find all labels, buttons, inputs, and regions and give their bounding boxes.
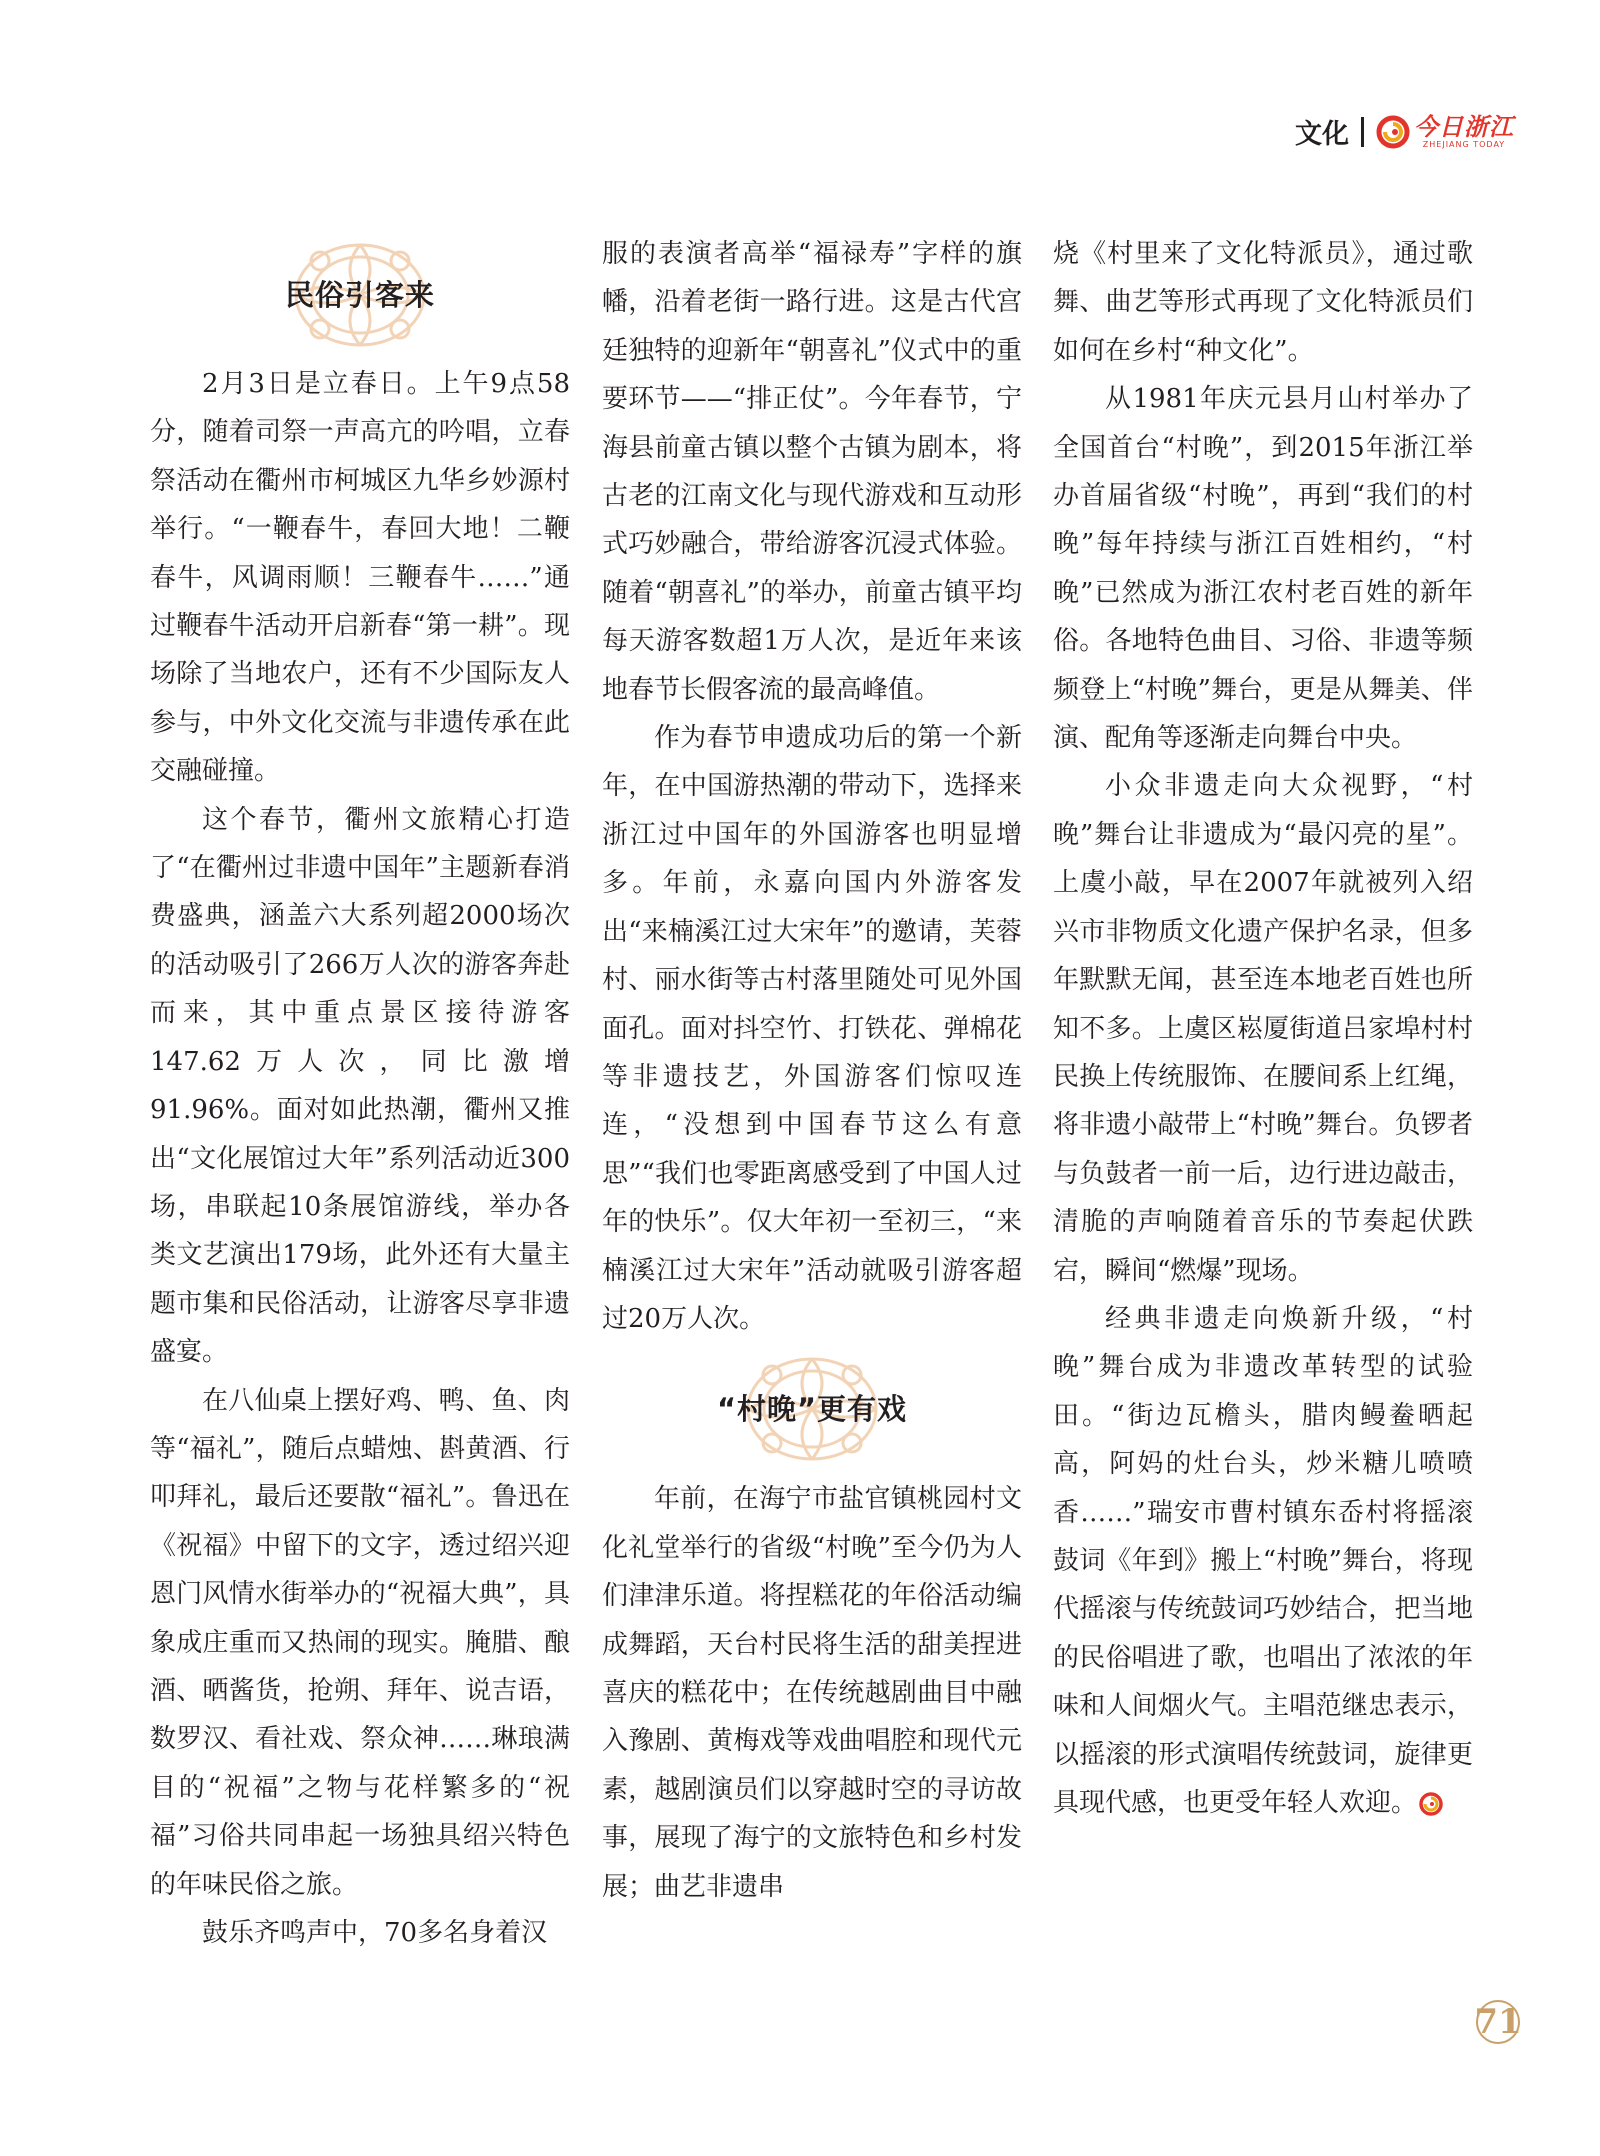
paragraph: 在八仙桌上摆好鸡、鸭、鱼、肉等“福礼”，随后点蜡烛、斟黄酒、行叩拜礼，最后还要散“福礼”。鲁迅在《祝福》中留下的文字，透过绍兴迎恩门风情水街举办的“祝福大典”，具象成庄重而又热闹的现实。腌腊、酿酒、晒酱货，抢朔、拜年、说吉语，数罗汉、看社戏、祭众神……琳琅满目的“祝福”之物与花样繁多的“祝福”习俗共同串起一场独具绍兴特色的年味民俗之旅。: [150, 1385, 570, 1900]
paragraph: 服的表演者高举“福禄寿”字样的旗幡，沿着老街一路行进。这是古代宫廷独特的迎新年“朝喜礼”仪式中的重要环节——“排正仗”。今年春节，宁海县前童古镇以整个古镇为剧本，将古老的江南文化与现代游戏和互动形式巧妙融合，带给游客沉浸式体验。随着“朝喜礼”的举办，前童古镇平均每天游客数超1万人次，是近年来该地春节长假客流的最高峰值。: [602, 239, 1022, 705]
paragraph: [1053, 1295, 1473, 1827]
section-label: 文化: [1295, 119, 1349, 150]
article-column-1: [150, 230, 570, 1957]
header-divider: [1361, 117, 1364, 147]
section-heading-1: [150, 230, 570, 360]
paragraph: 小众非遗走向大众视野，“村晚”舞台让非遗成为“最闪亮的星”。上虞小敲，早在2007年就被列入绍兴市非物质文化遗产保护名录，但多年默默无闻，甚至连本地老百姓也所知不多。上虞区崧厦街道吕家埠村村民换上传统服饰、在腰间系上红绳，将非遗小敲带上“村晚”舞台。负锣者与负鼓者一前一后，边行进边敲击，清脆的声响随着音乐的节奏起伏跌宕，瞬间“燃爆”现场。: [1053, 771, 1473, 1286]
paragraph: 年前，在海宁市盐官镇桃园村文化礼堂举行的省级“村晚”至今仍为人们津津乐道。将捏糕花的年俗活动编成舞蹈，天台村民将生活的甜美捏进喜庆的糕花中；在传统越剧曲目中融入豫剧、黄梅戏等戏曲唱腔和现代元素，越剧演员们以穿越时空的寻访故事，展现了海宁的文旅特色和乡村发展；曲艺非遗串: [602, 1484, 1022, 1902]
magazine-logo: [1376, 112, 1514, 149]
article-column-3: [1053, 230, 1473, 1827]
paragraph: 作为春节申遗成功后的第一个新年，在中国游热潮的带动下，选择来浙江过中国年的外国游客也明显增多。年前，永嘉向国内外游客发出“来楠溪江过大宋年”的邀请，芙蓉村、丽水街等古村落里随处可见外国面孔。面对抖空竹、打铁花、弹棉花等非遗技艺，外国游客们惊叹连连，“没想到中国春节这么有意思”“我们也零距离感受到了中国人过年的快乐”。仅大年初一至初三，“来楠溪江过大宋年”活动就吸引游客超过20万人次。: [602, 723, 1022, 1334]
section-heading-2: [602, 1343, 1022, 1475]
paragraph: 这个春节，衢州文旅精心打造了“在衢州过非遗中国年”主题新春消费盛典，涵盖六大系列超2000场次的活动吸引了266万人次的游客奔赴而来，其中重点景区接待游客147.62万人次，同比激增91.96%。面对如此热潮，衢州又推出“文化展馆过大年”系列活动近300场，串联起10条展馆游线，举办各类文艺演出179场，此外还有大量主题市集和民俗活动，让游客尽享非遗盛宴。: [150, 804, 570, 1368]
section-title: “村晚”更有戏: [716, 1392, 908, 1427]
paragraph: 鼓乐齐鸣声中，70多名身着汉: [202, 1918, 548, 1948]
section-title: 民俗引客来: [284, 277, 435, 312]
end-mark-icon: [1419, 1792, 1443, 1816]
logo-english-text: ZHEJIANG TODAY: [1422, 139, 1506, 149]
paragraph: 2月3日是立春日。上午9点58分，随着司祭一声高亢的吟唱，立春祭活动在衢州市柯城区九华乡妙源村举行。“一鞭春牛，春回大地！二鞭春牛，风调雨顺！三鞭春牛……”通过鞭春牛活动开启新春“第一耕”。现场除了当地农户，还有不少国际友人参与，中外文化交流与非遗传承在此交融碰撞。: [150, 369, 570, 787]
paragraph: 从1981年庆元县月山村举办了全国首台“村晚”，到2015年浙江举办首届省级“村晚”，再到“我们的村晚”每年持续与浙江百姓相约，“村晚”已然成为浙江农村老百姓的新年俗。各地特色曲目、习俗、非遗等频频登上“村晚”舞台，更是从舞美、伴演、配角等逐渐走向舞台中央。: [1053, 384, 1473, 754]
page-header: [1295, 112, 1514, 151]
paragraph: 烧《村里来了文化特派员》，通过歌舞、曲艺等形式再现了文化特派员们如何在乡村“种文化”。: [1053, 239, 1473, 366]
paragraph-text: 经典非遗走向焕新升级，“村晚”舞台成为非遗改革转型的试验田。“街边瓦檐头，腊肉鳗鲞晒起高，阿妈的灶台头，炒米糖儿喷喷香……”瑞安市曹村镇东岙村将摇滚鼓词《年到》搬上“村晚”舞台，将现代摇滚与传统鼓词巧妙结合，把当地的民俗唱进了歌，也唱出了浓浓的年味和人间烟火气。主唱范继忠表示，以摇滚的形式演唱传统鼓词，旋律更具现代感，也更受年轻人欢迎。: [1053, 1303, 1473, 1818]
logo-swirl-icon: [1376, 115, 1410, 149]
article-column-2: [602, 230, 1022, 1911]
page-number: 71: [1474, 2002, 1522, 2042]
logo-chinese-text: 今日浙江: [1414, 112, 1514, 141]
